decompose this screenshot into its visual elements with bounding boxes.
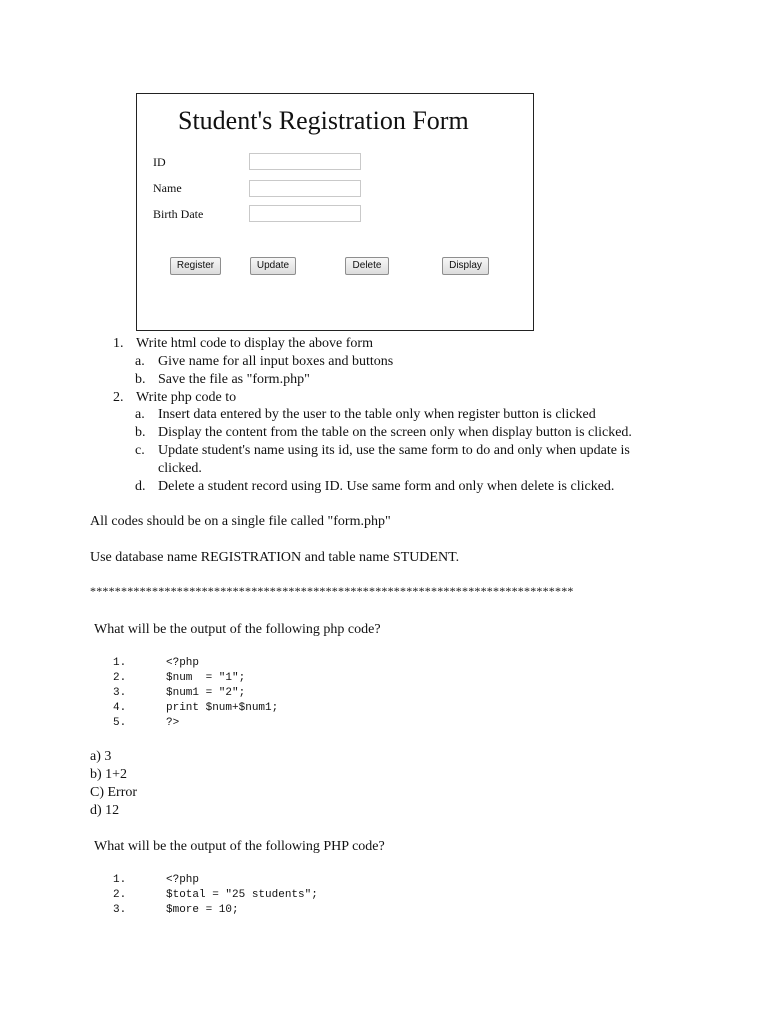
q1-line-number: 1. (113, 657, 127, 669)
task-2c-letter: c. (135, 443, 145, 458)
display-button[interactable]: Display (442, 257, 489, 275)
task-1b-letter: b. (135, 372, 146, 387)
database-note: Use database name REGISTRATION and table name STUDENT. (90, 550, 460, 565)
task-2d-text: Delete a student record using ID. Use same form and only when delete is clicked. (158, 479, 615, 494)
id-input[interactable] (249, 153, 361, 170)
task-1-number: 1. (113, 336, 124, 351)
q1-line-number: 2. (113, 672, 127, 684)
q2-line-number: 3. (113, 904, 127, 916)
q2-code-line: $more = 10; (166, 904, 239, 916)
q2-line-number: 2. (113, 889, 127, 901)
q1-code-line: $num1 = "2"; (166, 687, 246, 699)
delete-button[interactable]: Delete (345, 257, 389, 275)
birth-date-label: Birth Date (153, 207, 204, 221)
task-1a-letter: a. (135, 354, 145, 369)
task-2-text: Write php code to (136, 390, 237, 405)
question-2-prompt: What will be the output of the following PHP code? (94, 839, 385, 854)
q2-code-line: $total = "25 students"; (166, 889, 318, 901)
q1-code-line: ?> (166, 717, 180, 729)
q1-option-a: a) 3 (90, 749, 112, 764)
id-label: ID (153, 155, 166, 169)
q1-option-c: C) Error (90, 785, 138, 800)
task-2b-text: Display the content from the table on the screen only when display button is clicked. (158, 425, 632, 440)
task-1a-text: Give name for all input boxes and buttons (158, 354, 394, 369)
task-2c-text: Update student's name using its id, use the same form to do and only when update is (158, 443, 630, 458)
single-file-note: All codes should be on a single file called "form.php" (90, 514, 391, 529)
form-title: Student's Registration Form (178, 106, 469, 135)
q1-code-line: $num = "1"; (166, 672, 246, 684)
task-2a-letter: a. (135, 407, 145, 422)
q1-code-line: <?php (166, 657, 200, 669)
name-input[interactable] (249, 180, 361, 197)
q1-code-line: print $num+$num1; (166, 702, 279, 714)
task-2-number: 2. (113, 390, 124, 405)
task-2a-text: Insert data entered by the user to the table only when register button is clicked (158, 407, 596, 422)
task-2c-continued: clicked. (158, 461, 202, 476)
q2-code-line: <?php (166, 874, 200, 886)
q1-line-number: 3. (113, 687, 127, 699)
birth-date-input[interactable] (249, 205, 361, 222)
task-2d-letter: d. (135, 479, 146, 494)
separator-line: ****************************************************************************** (90, 584, 574, 598)
q1-line-number: 4. (113, 702, 127, 714)
update-button[interactable]: Update (250, 257, 296, 275)
question-1-prompt: What will be the output of the following php code? (94, 622, 381, 637)
name-label: Name (153, 181, 182, 195)
task-1b-text: Save the file as "form.php" (158, 372, 310, 387)
task-1-text: Write html code to display the above form (136, 336, 373, 351)
q1-option-d: d) 12 (90, 803, 120, 818)
register-button[interactable]: Register (170, 257, 221, 275)
q1-option-b: b) 1+2 (90, 767, 128, 782)
task-2b-letter: b. (135, 425, 146, 440)
q1-line-number: 5. (113, 717, 127, 729)
q2-line-number: 1. (113, 874, 127, 886)
